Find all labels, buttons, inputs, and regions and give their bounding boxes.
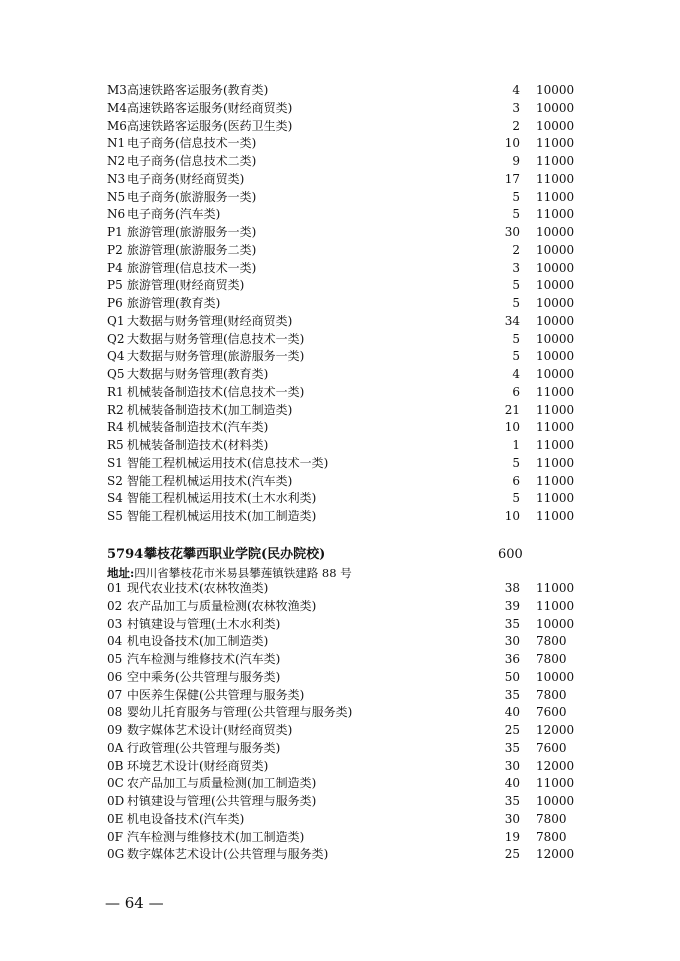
tuition-fee: 11000 [536,509,575,523]
program-code: S5 [107,509,123,523]
program-row [0,419,680,437]
program-code: P4 [107,260,123,275]
program-name: 机械装备制造技术(材料类) [127,438,269,452]
program-code: 02 [107,598,123,613]
address-text: 四川省攀枝花市米易县攀莲镇铁建路 88 号 [134,566,352,580]
enrollment-count: 38 [504,581,520,595]
program-name: 机电设备技术(加工制造类) [127,634,269,649]
enrollment-count: 1 [512,438,520,452]
program-name: 电子商务(旅游服务一类) [127,189,257,204]
program-row [0,135,680,153]
tuition-fee: 11000 [536,581,575,595]
program-code: 08 [107,705,123,720]
program-row [0,651,680,669]
enrollment-count: 19 [504,829,520,844]
program-name: 大数据与财务管理(教育类) [127,367,269,381]
program-row [0,616,680,634]
program-name: 村镇建设与管理(土木水利类) [127,616,281,631]
enrollment-count: 35 [504,740,520,755]
program-row [0,224,680,242]
enrollment-count: 3 [512,100,520,115]
program-code: P6 [107,296,123,310]
program-name: 机械装备制造技术(汽车类) [127,420,269,435]
tuition-fee: 11000 [536,154,575,168]
program-name: 农产品加工与质量检测(农林牧渔类) [127,598,317,613]
program-code: 01 [107,581,123,595]
program-code: R5 [107,438,124,452]
program-row [0,100,680,118]
program-name: 旅游管理(旅游服务一类) [127,225,257,239]
program-row [0,331,680,349]
program-name: 行政管理(公共管理与服务类) [127,740,281,755]
program-code: M3 [107,83,127,97]
program-row [0,295,680,313]
program-row [0,490,680,508]
tuition-fee: 10000 [536,367,575,381]
tuition-fee: 12000 [536,847,575,862]
program-code: M6 [107,118,127,133]
program-code: 0D [107,794,125,808]
tuition-fee: 11000 [536,420,575,435]
enrollment-count: 2 [512,118,520,133]
program-code: N5 [107,189,126,204]
enrollment-count: 40 [504,705,520,720]
program-row [0,153,680,171]
tuition-fee: 10000 [536,260,575,275]
program-row [0,508,680,526]
program-code: 09 [107,723,123,737]
tuition-fee: 11000 [536,402,575,417]
enrollment-count: 10 [504,420,520,435]
program-name: 大数据与财务管理(信息技术一类) [127,331,305,346]
program-row [0,598,680,616]
tuition-fee: 10000 [536,278,575,293]
program-name: 智能工程机械运用技术(信息技术一类) [127,455,329,470]
enrollment-count: 4 [512,83,520,97]
tuition-fee: 7800 [536,829,567,844]
program-name: 智能工程机械运用技术(土木水利类) [127,491,317,506]
program-code: 04 [107,634,123,649]
program-code: 03 [107,616,123,631]
enrollment-count: 10 [504,136,520,151]
program-name: 旅游管理(信息技术一类) [127,260,257,275]
program-name: 空中乘务(公共管理与服务类) [127,669,281,684]
program-name: 电子商务(信息技术一类) [127,136,257,151]
program-name: 农产品加工与质量检测(加工制造类) [127,776,317,791]
program-name: 中医养生保健(公共管理与服务类) [127,687,305,702]
tuition-fee: 11000 [536,136,575,151]
program-row [0,118,680,136]
program-name: 电子商务(汽车类) [127,207,221,222]
program-code: 07 [107,687,123,702]
enrollment-count: 30 [504,758,520,773]
tuition-fee: 10000 [536,669,575,684]
enrollment-count: 35 [504,616,520,631]
enrollment-count: 6 [512,384,520,399]
program-code: M4 [107,100,127,115]
tuition-fee: 7800 [536,634,567,649]
school-name: 攀枝花攀西职业学院(民办院校) [144,547,326,562]
program-row [0,171,680,189]
program-code: 0E [107,811,124,826]
program-row [0,740,680,758]
program-row [0,384,680,402]
enrollment-count: 5 [512,296,520,310]
program-name: 数字媒体艺术设计(财经商贸类) [127,723,293,737]
tuition-fee: 10000 [536,794,575,808]
program-code: P1 [107,225,123,239]
program-name: 旅游管理(旅游服务二类) [127,242,257,257]
program-name: 现代农业技术(农林牧渔类) [127,581,269,595]
program-row [0,260,680,278]
program-code: 0F [107,829,123,844]
tuition-fee: 12000 [536,758,575,773]
page-number: — 64 — [105,894,164,912]
program-row [0,402,680,420]
program-row [0,366,680,384]
tuition-fee: 10000 [536,616,575,631]
program-row [0,473,680,491]
tuition-fee: 11000 [536,455,575,470]
tuition-fee: 11000 [536,491,575,506]
program-row [0,829,680,847]
program-row [0,811,680,829]
enrollment-count: 35 [504,687,520,702]
program-code: 0B [107,758,124,773]
program-row [0,206,680,224]
program-name: 高速铁路客运服务(医药卫生类) [127,118,293,133]
program-code: S4 [107,491,123,506]
tuition-fee: 11000 [536,189,575,204]
enrollment-count: 36 [504,652,520,666]
enrollment-count: 10 [504,509,520,523]
program-name: 高速铁路客运服务(教育类) [127,83,269,97]
program-row [0,455,680,473]
program-row [0,242,680,260]
program-code: Q4 [107,349,125,364]
program-name: 机械装备制造技术(加工制造类) [127,402,293,417]
tuition-fee: 10000 [536,313,575,328]
program-name: 大数据与财务管理(财经商贸类) [127,313,293,328]
program-name: 村镇建设与管理(公共管理与服务类) [127,794,317,808]
program-name: 大数据与财务管理(旅游服务一类) [127,349,305,364]
program-row [0,722,680,740]
program-row [0,348,680,366]
enrollment-count: 3 [512,260,520,275]
program-name: 汽车检测与维修技术(汽车类) [127,652,281,666]
program-row [0,669,680,687]
enrollment-count: 5 [512,189,520,204]
tuition-fee: 11000 [536,776,575,791]
tuition-fee: 11000 [536,598,575,613]
program-name: 汽车检测与维修技术(加工制造类) [127,829,305,844]
program-row [0,687,680,705]
enrollment-count: 17 [504,171,520,186]
program-name: 数字媒体艺术设计(公共管理与服务类) [127,847,329,862]
enrollment-count: 40 [504,776,520,791]
program-code: 06 [107,669,123,684]
program-code: 05 [107,652,123,666]
tuition-fee: 10000 [536,296,575,310]
program-code: P5 [107,278,123,293]
enrollment-count: 34 [504,313,520,328]
tuition-fee: 10000 [536,100,575,115]
enrollment-count: 35 [504,794,520,808]
enrollment-count: 5 [512,349,520,364]
program-code: Q1 [107,313,125,328]
program-name: 电子商务(财经商贸类) [127,171,245,186]
tuition-fee: 11000 [536,473,575,488]
tuition-fee: 7800 [536,811,567,826]
enrollment-count: 39 [504,598,520,613]
program-name: 高速铁路客运服务(财经商贸类) [127,100,293,115]
program-row [0,704,680,722]
enrollment-count: 5 [512,207,520,222]
tuition-fee: 10000 [536,225,575,239]
enrollment-count: 5 [512,278,520,293]
tuition-fee: 7800 [536,652,567,666]
tuition-fee: 7600 [536,740,567,755]
enrollment-count: 25 [504,847,520,862]
tuition-fee: 7800 [536,687,567,702]
tuition-fee: 10000 [536,242,575,257]
enrollment-count: 50 [504,669,520,684]
tuition-fee: 10000 [536,349,575,364]
program-code: N3 [107,171,126,186]
program-code: S2 [107,473,123,488]
school-quota: 600 [498,547,523,562]
enrollment-count: 25 [504,723,520,737]
enrollment-count: 5 [512,331,520,346]
enrollment-count: 2 [512,242,520,257]
program-code: 0A [107,740,124,755]
program-code: R2 [107,402,124,417]
enrollment-count: 6 [512,473,520,488]
program-code: Q2 [107,331,125,346]
enrollment-count: 4 [512,367,520,381]
program-code: R4 [107,420,124,435]
tuition-fee: 11000 [536,207,575,222]
tuition-fee: 11000 [536,384,575,399]
program-row [0,189,680,207]
program-row [0,793,680,811]
tuition-fee: 10000 [536,331,575,346]
program-name: 旅游管理(教育类) [127,296,221,310]
school-header [0,546,680,564]
program-row [0,758,680,776]
program-name: 婴幼儿托育服务与管理(公共管理与服务类) [127,705,353,720]
program-name: 智能工程机械运用技术(加工制造类) [127,509,317,523]
program-name: 电子商务(信息技术二类) [127,154,257,168]
program-code: 0C [107,776,124,791]
tuition-fee: 10000 [536,118,575,133]
school-id: 5794 [107,547,144,562]
program-name: 环境艺术设计(财经商贸类) [127,758,269,773]
address-label: 地址: [107,566,135,580]
enrollment-count: 30 [504,634,520,649]
program-code: N6 [107,207,126,222]
enrollment-count: 9 [512,154,520,168]
program-code: 0G [107,847,125,862]
tuition-fee: 11000 [536,438,575,452]
tuition-fee: 12000 [536,723,575,737]
program-code: Q5 [107,367,125,381]
program-row [0,846,680,864]
program-row [0,437,680,455]
program-name: 机械装备制造技术(信息技术一类) [127,384,305,399]
program-name: 机电设备技术(汽车类) [127,811,245,826]
program-code: S1 [107,455,123,470]
program-row [0,313,680,331]
program-code: N1 [107,136,126,151]
program-code: R1 [107,384,124,399]
enrollment-count: 5 [512,455,520,470]
enrollment-count: 30 [504,811,520,826]
program-row [0,775,680,793]
tuition-fee: 10000 [536,83,575,97]
program-name: 旅游管理(财经商贸类) [127,278,245,293]
program-code: N2 [107,154,126,168]
tuition-fee: 11000 [536,171,575,186]
program-row [0,277,680,295]
program-code: P2 [107,242,123,257]
enrollment-count: 21 [504,402,520,417]
tuition-fee: 7600 [536,705,567,720]
program-row [0,633,680,651]
program-row [0,580,680,598]
enrollment-count: 30 [504,225,520,239]
program-row [0,82,680,100]
school-address [107,565,352,581]
enrollment-count: 5 [512,491,520,506]
program-name: 智能工程机械运用技术(汽车类) [127,473,293,488]
